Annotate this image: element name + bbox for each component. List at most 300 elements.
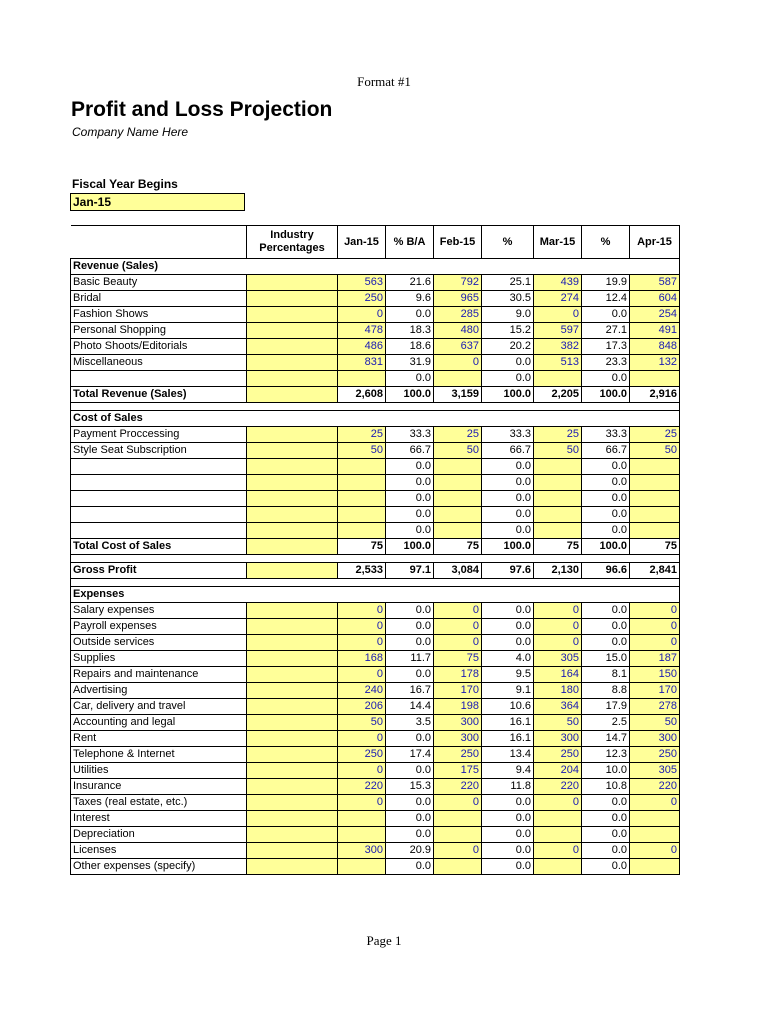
- row-label[interactable]: Interest: [71, 811, 247, 827]
- amount-cell[interactable]: 175: [434, 763, 482, 779]
- percent-cell: 11.8: [482, 779, 534, 795]
- percent-cell: 14.4: [386, 699, 434, 715]
- industry-percentage-cell[interactable]: [247, 459, 338, 475]
- amount-cell[interactable]: 206: [338, 699, 386, 715]
- amount-cell[interactable]: 0: [534, 603, 582, 619]
- industry-percentage-cell[interactable]: [247, 371, 338, 387]
- amount-cell[interactable]: [434, 523, 482, 539]
- percent-cell: 0.0: [482, 843, 534, 859]
- amount-cell[interactable]: 0: [630, 843, 680, 859]
- row-label[interactable]: Utilities: [71, 763, 247, 779]
- percent-cell: 14.7: [582, 731, 630, 747]
- percent-cell: 0.0: [386, 811, 434, 827]
- table-row: [71, 811, 680, 827]
- amount-cell[interactable]: [338, 371, 386, 387]
- amount-cell[interactable]: [630, 371, 680, 387]
- amount-cell[interactable]: 187: [630, 651, 680, 667]
- amount-cell[interactable]: 300: [534, 731, 582, 747]
- industry-percentage-cell[interactable]: [247, 443, 338, 459]
- amount-cell[interactable]: [434, 827, 482, 843]
- row-label[interactable]: Advertising: [71, 683, 247, 699]
- percent-cell: 12.4: [582, 291, 630, 307]
- percent-cell: 3.5: [386, 715, 434, 731]
- amount-cell[interactable]: 478: [338, 323, 386, 339]
- industry-percentage-cell[interactable]: [247, 859, 338, 875]
- amount-cell[interactable]: [434, 507, 482, 523]
- table-row: [71, 763, 680, 779]
- amount-cell[interactable]: [630, 459, 680, 475]
- amount-cell[interactable]: 220: [434, 779, 482, 795]
- amount-cell[interactable]: 170: [630, 683, 680, 699]
- row-label[interactable]: Taxes (real estate, etc.): [71, 795, 247, 811]
- percent-cell: 0.0: [582, 459, 630, 475]
- row-label[interactable]: Salary expenses: [71, 603, 247, 619]
- row-label[interactable]: Style Seat Subscription: [71, 443, 247, 459]
- amount-cell: 2,130: [534, 563, 582, 579]
- total-row: [71, 563, 680, 579]
- amount-cell[interactable]: 480: [434, 323, 482, 339]
- industry-percentage-cell[interactable]: [247, 795, 338, 811]
- percent-cell: 0.0: [386, 795, 434, 811]
- row-label[interactable]: Total Cost of Sales: [71, 539, 247, 555]
- amount-cell[interactable]: [630, 859, 680, 875]
- amount-cell[interactable]: 848: [630, 339, 680, 355]
- amount-cell[interactable]: 513: [534, 355, 582, 371]
- percent-cell: 0.0: [582, 843, 630, 859]
- amount-cell[interactable]: 0: [630, 603, 680, 619]
- percent-cell: 100.0: [582, 539, 630, 555]
- page-number: Page 1: [366, 933, 402, 948]
- column-header: Industry Percentages: [247, 226, 338, 259]
- amount-cell[interactable]: 0: [630, 635, 680, 651]
- amount-cell[interactable]: [534, 523, 582, 539]
- row-label[interactable]: Total Revenue (Sales): [71, 387, 247, 403]
- amount-cell[interactable]: 168: [338, 651, 386, 667]
- amount-cell[interactable]: 0: [630, 795, 680, 811]
- percent-cell: 0.0: [582, 603, 630, 619]
- amount-cell: 2,205: [534, 387, 582, 403]
- table-row: [71, 459, 680, 475]
- amount-cell[interactable]: 220: [534, 779, 582, 795]
- table-row: [71, 635, 680, 651]
- amount-cell[interactable]: [630, 507, 680, 523]
- industry-percentage-cell[interactable]: [247, 811, 338, 827]
- amount-cell[interactable]: 220: [630, 779, 680, 795]
- amount-cell[interactable]: 0: [434, 355, 482, 371]
- industry-percentage-cell[interactable]: [247, 843, 338, 859]
- amount-cell[interactable]: [338, 827, 386, 843]
- table-row: [71, 779, 680, 795]
- amount-cell[interactable]: 25: [630, 427, 680, 443]
- industry-percentage-cell[interactable]: [247, 355, 338, 371]
- industry-percentage-cell[interactable]: [247, 307, 338, 323]
- spacer-row: [71, 555, 680, 563]
- amount-cell[interactable]: 278: [630, 699, 680, 715]
- percent-cell: 0.0: [482, 619, 534, 635]
- amount-cell[interactable]: 0: [338, 619, 386, 635]
- amount-cell[interactable]: 250: [630, 747, 680, 763]
- percent-cell: 30.5: [482, 291, 534, 307]
- row-label[interactable]: Car, delivery and travel: [71, 699, 247, 715]
- amount-cell[interactable]: 25: [434, 427, 482, 443]
- amount-cell[interactable]: [630, 523, 680, 539]
- percent-cell: 0.0: [386, 459, 434, 475]
- amount-cell: 75: [630, 539, 680, 555]
- row-label[interactable]: Telephone & Internet: [71, 747, 247, 763]
- spacer-row: [71, 403, 680, 411]
- row-label[interactable]: Miscellaneous: [71, 355, 247, 371]
- percent-cell: 10.6: [482, 699, 534, 715]
- amount-cell[interactable]: 0: [338, 731, 386, 747]
- amount-cell[interactable]: [434, 811, 482, 827]
- fiscal-year-input[interactable]: Jan-15: [70, 193, 245, 211]
- percent-cell: 8.1: [582, 667, 630, 683]
- amount-cell[interactable]: [534, 827, 582, 843]
- percent-cell: 0.0: [386, 491, 434, 507]
- column-header: Mar-15: [534, 226, 582, 259]
- percent-cell: 0.0: [386, 475, 434, 491]
- amount-cell[interactable]: 0: [338, 603, 386, 619]
- row-label[interactable]: [71, 475, 247, 491]
- percent-cell: 25.1: [482, 275, 534, 291]
- industry-percentage-cell[interactable]: [247, 523, 338, 539]
- amount-cell[interactable]: 132: [630, 355, 680, 371]
- percent-cell: 0.0: [582, 371, 630, 387]
- column-header: Apr-15: [630, 226, 680, 259]
- industry-percentage-cell[interactable]: [247, 563, 338, 579]
- amount-cell[interactable]: [534, 371, 582, 387]
- table-row: [71, 427, 680, 443]
- section-title: Expenses: [71, 587, 680, 603]
- column-header: %: [582, 226, 630, 259]
- industry-percentage-cell[interactable]: [247, 387, 338, 403]
- row-label[interactable]: Supplies: [71, 651, 247, 667]
- amount-cell[interactable]: 150: [630, 667, 680, 683]
- percent-cell: 0.0: [482, 859, 534, 875]
- industry-percentage-cell[interactable]: [247, 475, 338, 491]
- industry-percentage-cell[interactable]: [247, 539, 338, 555]
- amount-cell[interactable]: [338, 491, 386, 507]
- amount-cell[interactable]: [534, 811, 582, 827]
- amount-cell[interactable]: 491: [630, 323, 680, 339]
- amount-cell[interactable]: 300: [434, 715, 482, 731]
- amount-cell[interactable]: 220: [338, 779, 386, 795]
- row-label[interactable]: Payroll expenses: [71, 619, 247, 635]
- amount-cell[interactable]: [534, 859, 582, 875]
- percent-cell: 0.0: [582, 507, 630, 523]
- amount-cell[interactable]: 50: [338, 443, 386, 459]
- percent-cell: 16.1: [482, 715, 534, 731]
- amount-cell[interactable]: 50: [630, 715, 680, 731]
- percent-cell: 0.0: [386, 827, 434, 843]
- amount-cell[interactable]: [630, 475, 680, 491]
- percent-cell: 11.7: [386, 651, 434, 667]
- percent-cell: 0.0: [582, 523, 630, 539]
- percent-cell: 0.0: [386, 603, 434, 619]
- amount-cell[interactable]: [338, 811, 386, 827]
- industry-percentage-cell[interactable]: [247, 651, 338, 667]
- row-label[interactable]: Outside services: [71, 635, 247, 651]
- amount-cell[interactable]: 25: [338, 427, 386, 443]
- row-label[interactable]: [71, 491, 247, 507]
- format-label: Format #1: [357, 74, 411, 89]
- amount-cell[interactable]: 382: [534, 339, 582, 355]
- industry-percentage-cell[interactable]: [247, 635, 338, 651]
- amount-cell[interactable]: [434, 459, 482, 475]
- industry-percentage-cell[interactable]: [247, 603, 338, 619]
- row-label[interactable]: [71, 523, 247, 539]
- amount-cell[interactable]: 50: [338, 715, 386, 731]
- amount-cell[interactable]: 0: [434, 603, 482, 619]
- column-header: % B/A: [386, 226, 434, 259]
- amount-cell[interactable]: [630, 491, 680, 507]
- row-label[interactable]: Basic Beauty: [71, 275, 247, 291]
- industry-percentage-cell[interactable]: [247, 715, 338, 731]
- industry-percentage-cell[interactable]: [247, 731, 338, 747]
- amount-cell[interactable]: [630, 827, 680, 843]
- row-label[interactable]: Photo Shoots/Editorials: [71, 339, 247, 355]
- row-label[interactable]: [71, 459, 247, 475]
- spacer-cell: [71, 403, 680, 411]
- percent-cell: 16.7: [386, 683, 434, 699]
- amount-cell[interactable]: 0: [434, 795, 482, 811]
- amount-cell[interactable]: 604: [630, 291, 680, 307]
- percent-cell: 0.0: [386, 371, 434, 387]
- amount-cell[interactable]: 0: [338, 795, 386, 811]
- amount-cell[interactable]: 250: [534, 747, 582, 763]
- industry-percentage-cell[interactable]: [247, 763, 338, 779]
- industry-percentage-cell[interactable]: [247, 683, 338, 699]
- percent-cell: 17.4: [386, 747, 434, 763]
- spacer-cell: [71, 579, 680, 587]
- amount-cell[interactable]: 204: [534, 763, 582, 779]
- industry-percentage-cell[interactable]: [247, 491, 338, 507]
- percent-cell: 0.0: [582, 795, 630, 811]
- percent-cell: 0.0: [482, 811, 534, 827]
- row-label[interactable]: Repairs and maintenance: [71, 667, 247, 683]
- percent-cell: 17.9: [582, 699, 630, 715]
- percent-cell: 0.0: [482, 827, 534, 843]
- amount-cell[interactable]: 300: [338, 843, 386, 859]
- column-header: Jan-15: [338, 226, 386, 259]
- amount-cell[interactable]: [534, 475, 582, 491]
- company-name[interactable]: Company Name Here: [72, 125, 189, 139]
- amount-cell[interactable]: 0: [434, 635, 482, 651]
- industry-percentage-cell[interactable]: [247, 339, 338, 355]
- row-label[interactable]: [71, 371, 247, 387]
- amount-cell[interactable]: [338, 475, 386, 491]
- row-label[interactable]: Insurance: [71, 779, 247, 795]
- amount-cell[interactable]: 164: [534, 667, 582, 683]
- amount-cell[interactable]: 50: [630, 443, 680, 459]
- percent-cell: 33.3: [482, 427, 534, 443]
- amount-cell[interactable]: 0: [630, 619, 680, 635]
- amount-cell: 2,533: [338, 563, 386, 579]
- percent-cell: 0.0: [482, 507, 534, 523]
- percent-cell: 15.0: [582, 651, 630, 667]
- amount-cell[interactable]: 250: [338, 747, 386, 763]
- amount-cell[interactable]: 170: [434, 683, 482, 699]
- industry-percentage-cell[interactable]: [247, 275, 338, 291]
- industry-percentage-cell[interactable]: [247, 747, 338, 763]
- row-label[interactable]: [71, 507, 247, 523]
- amount-cell[interactable]: 364: [534, 699, 582, 715]
- percent-cell: 100.0: [482, 387, 534, 403]
- table-row: [71, 475, 680, 491]
- profit-loss-table: [70, 225, 680, 875]
- amount-cell[interactable]: 597: [534, 323, 582, 339]
- percent-cell: 66.7: [386, 443, 434, 459]
- percent-cell: 15.2: [482, 323, 534, 339]
- amount-cell[interactable]: [434, 491, 482, 507]
- percent-cell: 97.1: [386, 563, 434, 579]
- table-row: [71, 619, 680, 635]
- amount-cell[interactable]: [630, 811, 680, 827]
- amount-cell[interactable]: [338, 507, 386, 523]
- table-row: [71, 795, 680, 811]
- amount-cell[interactable]: 178: [434, 667, 482, 683]
- row-label[interactable]: Licenses: [71, 843, 247, 859]
- percent-cell: 21.6: [386, 275, 434, 291]
- amount-cell[interactable]: [338, 523, 386, 539]
- table-row: [71, 603, 680, 619]
- amount-cell[interactable]: 587: [630, 275, 680, 291]
- amount-cell[interactable]: 0: [338, 635, 386, 651]
- percent-cell: 0.0: [482, 795, 534, 811]
- percent-cell: 0.0: [482, 523, 534, 539]
- percent-cell: 0.0: [386, 763, 434, 779]
- industry-percentage-cell[interactable]: [247, 699, 338, 715]
- column-header: %: [482, 226, 534, 259]
- amount-cell[interactable]: 25: [534, 427, 582, 443]
- amount-cell[interactable]: [534, 459, 582, 475]
- row-label[interactable]: Payment Proccessing: [71, 427, 247, 443]
- percent-cell: 18.3: [386, 323, 434, 339]
- column-header: Feb-15: [434, 226, 482, 259]
- amount-cell[interactable]: 563: [338, 275, 386, 291]
- amount-cell[interactable]: 305: [534, 651, 582, 667]
- amount-cell[interactable]: 254: [630, 307, 680, 323]
- amount-cell[interactable]: 50: [534, 715, 582, 731]
- percent-cell: 96.6: [582, 563, 630, 579]
- percent-cell: 18.6: [386, 339, 434, 355]
- section-header-row: [71, 587, 680, 603]
- percent-cell: 16.1: [482, 731, 534, 747]
- amount-cell[interactable]: 250: [434, 747, 482, 763]
- row-label[interactable]: Gross Profit: [71, 563, 247, 579]
- industry-percentage-cell[interactable]: [247, 507, 338, 523]
- industry-percentage-cell[interactable]: [247, 291, 338, 307]
- amount-cell: 3,084: [434, 563, 482, 579]
- amount-cell[interactable]: [534, 491, 582, 507]
- row-label[interactable]: Depreciation: [71, 827, 247, 843]
- percent-cell: 20.2: [482, 339, 534, 355]
- amount-cell[interactable]: [338, 459, 386, 475]
- amount-cell[interactable]: 831: [338, 355, 386, 371]
- amount-cell[interactable]: 0: [338, 763, 386, 779]
- percent-cell: 0.0: [582, 811, 630, 827]
- amount-cell[interactable]: 0: [434, 619, 482, 635]
- percent-cell: 0.0: [482, 635, 534, 651]
- row-label[interactable]: Bridal: [71, 291, 247, 307]
- amount-cell[interactable]: 240: [338, 683, 386, 699]
- percent-cell: 31.9: [386, 355, 434, 371]
- table-row: [71, 443, 680, 459]
- amount-cell[interactable]: 198: [434, 699, 482, 715]
- industry-percentage-cell[interactable]: [247, 779, 338, 795]
- row-label[interactable]: Fashion Shows: [71, 307, 247, 323]
- industry-percentage-cell[interactable]: [247, 323, 338, 339]
- amount-cell[interactable]: 0: [534, 307, 582, 323]
- amount-cell[interactable]: 285: [434, 307, 482, 323]
- percent-cell: 19.9: [582, 275, 630, 291]
- amount-cell[interactable]: 305: [630, 763, 680, 779]
- percent-cell: 0.0: [386, 859, 434, 875]
- percent-cell: 100.0: [386, 387, 434, 403]
- table-row: [71, 371, 680, 387]
- amount-cell: 75: [338, 539, 386, 555]
- table-row: [71, 355, 680, 371]
- amount-cell[interactable]: 300: [630, 731, 680, 747]
- amount-cell[interactable]: 0: [534, 843, 582, 859]
- amount-cell[interactable]: 50: [534, 443, 582, 459]
- amount-cell[interactable]: [434, 475, 482, 491]
- industry-percentage-cell[interactable]: [247, 667, 338, 683]
- amount-cell[interactable]: 0: [338, 307, 386, 323]
- percent-cell: 20.9: [386, 843, 434, 859]
- amount-cell[interactable]: [434, 859, 482, 875]
- percent-cell: 9.6: [386, 291, 434, 307]
- amount-cell[interactable]: 50: [434, 443, 482, 459]
- amount-cell[interactable]: 0: [534, 619, 582, 635]
- industry-percentage-cell[interactable]: [247, 427, 338, 443]
- industry-percentage-cell[interactable]: [247, 827, 338, 843]
- amount-cell[interactable]: [338, 859, 386, 875]
- amount-cell[interactable]: 274: [534, 291, 582, 307]
- percent-cell: 15.3: [386, 779, 434, 795]
- percent-cell: 66.7: [482, 443, 534, 459]
- row-label[interactable]: Other expenses (specify): [71, 859, 247, 875]
- amount-cell[interactable]: [534, 507, 582, 523]
- amount-cell[interactable]: 0: [534, 635, 582, 651]
- amount-cell[interactable]: 439: [534, 275, 582, 291]
- row-label[interactable]: Personal Shopping: [71, 323, 247, 339]
- table-row: [71, 491, 680, 507]
- amount-cell[interactable]: 0: [434, 843, 482, 859]
- amount-cell[interactable]: [434, 371, 482, 387]
- amount-cell[interactable]: 250: [338, 291, 386, 307]
- amount-cell[interactable]: 965: [434, 291, 482, 307]
- amount-cell[interactable]: 0: [534, 795, 582, 811]
- amount-cell[interactable]: 75: [434, 651, 482, 667]
- percent-cell: 66.7: [582, 443, 630, 459]
- amount-cell[interactable]: 180: [534, 683, 582, 699]
- percent-cell: 0.0: [386, 307, 434, 323]
- percent-cell: 0.0: [582, 859, 630, 875]
- amount-cell[interactable]: 0: [338, 667, 386, 683]
- table-row: [71, 843, 680, 859]
- row-label[interactable]: Rent: [71, 731, 247, 747]
- percent-cell: 33.3: [386, 427, 434, 443]
- amount-cell[interactable]: 300: [434, 731, 482, 747]
- amount-cell[interactable]: 637: [434, 339, 482, 355]
- amount-cell[interactable]: 792: [434, 275, 482, 291]
- table-row: [71, 651, 680, 667]
- amount-cell[interactable]: 486: [338, 339, 386, 355]
- percent-cell: 0.0: [582, 307, 630, 323]
- row-label[interactable]: Accounting and legal: [71, 715, 247, 731]
- industry-percentage-cell[interactable]: [247, 619, 338, 635]
